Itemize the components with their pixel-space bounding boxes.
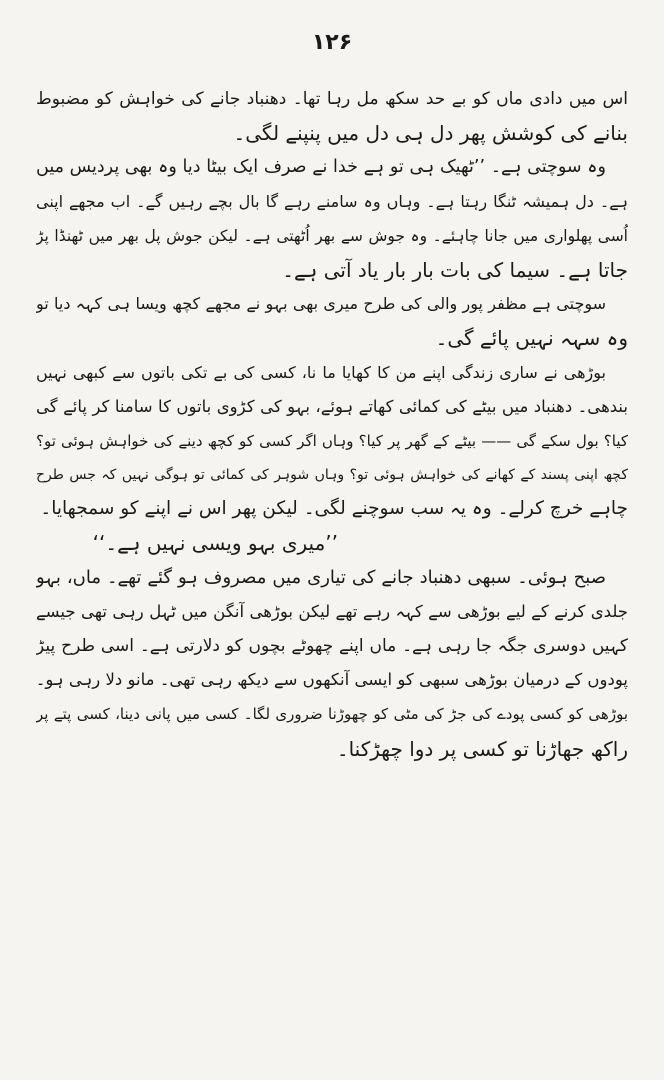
text-line: راکھ جھاڑنا تو کسی پر دوا چھڑکنا۔ <box>336 736 628 761</box>
quoted-line: ’’میری بہو ویسی نہیں ہے۔‘‘ <box>92 531 338 556</box>
page-number: ۱۲۶ <box>311 30 353 55</box>
body-text <box>36 82 628 766</box>
text-line: جاتا ہے۔ سیما کی بات بار بار یاد آتی ہے۔ <box>282 257 628 282</box>
text-line: اس میں دادی ماں کو بے حد سکھ مل رہا تھا۔ دھنباد جانے کی خواہش کو مضبوط <box>36 89 628 109</box>
text-line: وہ سوچتی ہے۔ ’’ٹھیک ہی تو ہے خدا نے صرف ایک بیٹا دیا وہ بھی پردیس میں <box>36 157 606 178</box>
text-line: پودوں کے درمیان بوڑھی سبھی کو ایسی آنکھوں سے دیکھ رہی تھی۔ مانو دلا رہی ہو۔ <box>36 670 628 690</box>
text-line: صبح ہوئی۔ سبھی دھنباد جانے کی تیاری میں مصروف ہو گئے تھے۔ ماں، بہو <box>36 566 606 588</box>
text-line: چاہے خرچ کرلے۔ وہ یہ سب سوچنے لگی۔ لیکن پھر اس نے اپنے کو سمجھایا۔ <box>40 498 628 520</box>
text-line: کچھ اپنی پسند کے کھانے کی خواہش ہوئی تو؟ وہاں شوہر کی کمائی تو ہوگی نہیں کہ جس طرح <box>36 467 628 484</box>
text-line: کہیں دوسری جگہ جا رہی ہے۔ ماں اپنے چھوٹے بچوں کو دلارتی ہے۔ اسی طرح پیڑ <box>36 636 628 656</box>
text-line: سوچتی ہے مظفر پور والی کی طرح میری بھی بہو نے مجھے کچھ ویسا ہی کہہ دیا تو <box>36 294 606 314</box>
text-line: وہ سہہ نہیں پائے گی۔ <box>435 326 628 351</box>
text-line: بندھی۔ دھنباد میں بیٹے کی کمائی کھاتے ہوئے، بہو کی کڑوی باتوں کا سامنا کر پائے گی <box>36 396 628 416</box>
text-line: اُسی پھلواری میں جانا چاہئے۔ وہ جوش سے بھر اُٹھتی ہے۔ لیکن جوش پل بھر میں ٹھنڈا پڑ <box>36 226 628 245</box>
text-line: ہے۔ دل ہمیشہ ٹنگا رہتا ہے۔ وہاں وہ سامنے رہے گا بال بچے رہیں گے۔ اب مجھے اپنی <box>36 191 628 211</box>
text-line: بنانے کی کوشش پھر دل ہی دل میں پنپنے لگی۔ <box>233 121 628 146</box>
text-line: بوڑھی نے ساری زندگی اپنے من کا کھایا ما نا، کسی کی بے تکی باتوں سے کبھی نہیں <box>36 362 606 382</box>
text-line: جلدی کرنے کے لیے بوڑھی سے کہہ رہے تھے لیکن بوڑھی آنگن میں ٹہل رہی تھی جیسے <box>36 601 628 621</box>
text-line: بوڑھی کو کسی پودے کی جڑ کی مٹی کو چھوڑنا ضروری لگا۔ کسی میں پانی دینا، کسی پتے پر <box>36 705 628 724</box>
text-line: کیا؟ بول سکے گی —— بیٹے کے گھر پر کیا؟ وہاں اگر کسی کو کچھ دینے کی خواہش ہوئی تو؟ <box>36 431 628 450</box>
